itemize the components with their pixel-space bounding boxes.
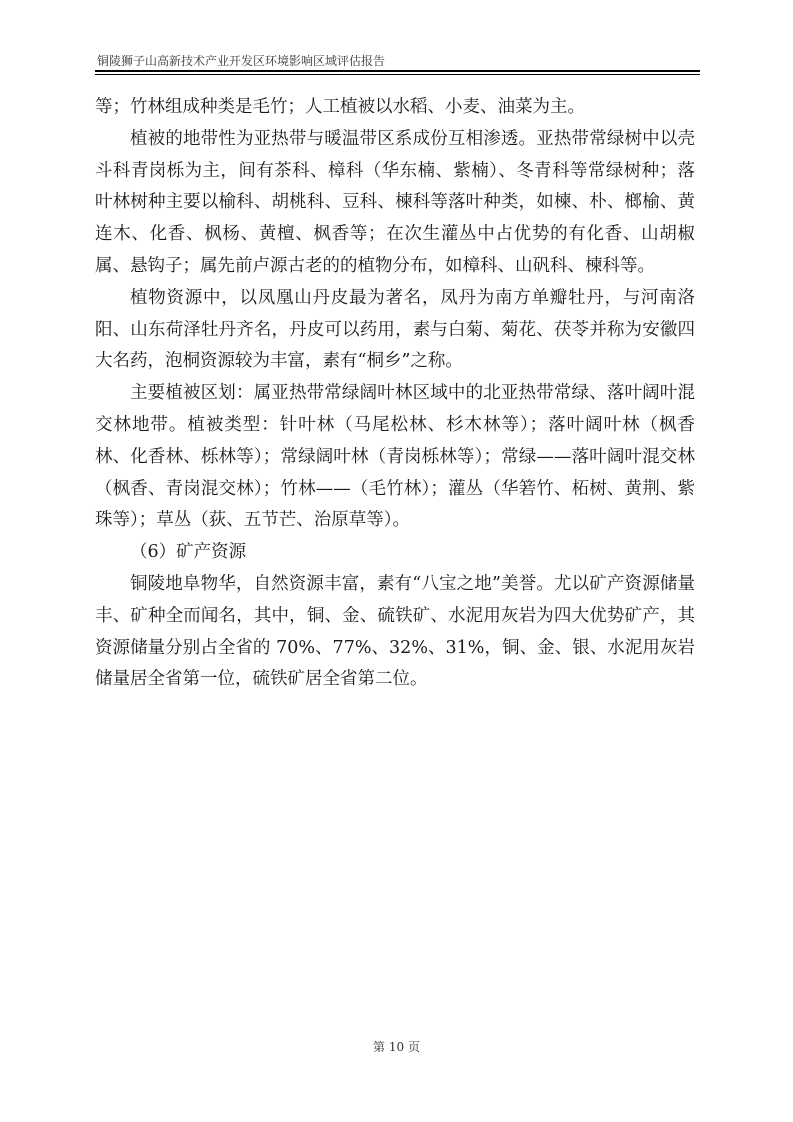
paragraph-vegetation-zonality: 植被的地带性为亚热带与暖温带区系成份互相渗透。亚热带常绿树中以壳斗科青岗栎为主，间有茶科、樟科（华东楠、紫楠）、冬青科等常绿树种；落叶林树种主要以榆科、胡桃科、豆科、楝科等落叶种类，如楝、朴、榔榆、黄连木、化香、枫杨、黄檀、枫香等；在次生灌丛中占优势的有化香、山胡椒属、悬钩子；属先前卢源古老的的植物分布，如樟科、山矾科、楝科等。: [95, 128, 695, 276]
section-heading-mineral-resources: （6）矿产资源: [130, 542, 247, 563]
document-body: [95, 92, 695, 696]
paragraph-plant-resources: 植物资源中，以凤凰山丹皮最为著名，凤丹为南方单瓣牡丹，与河南洛阳、山东荷泽牡丹齐名，丹皮可以药用，素与白菊、菊花、茯苓并称为安徽四大名药，泡桐资源较为丰富，素有“桐乡”之称。: [95, 287, 695, 372]
page-number: 第 10 页: [373, 1040, 420, 1054]
header-rule-thick: [95, 70, 700, 72]
running-header: 铜陵狮子山高新技术产业开发区环境影响区域评估报告: [97, 54, 386, 68]
paragraph-vegetation-zoning: 主要植被区划：属亚热带常绿阔叶林区域中的北亚热带常绿、落叶阔叶混交林地带。植被类型：针叶林（马尾松林、杉木林等）；落叶阔叶林（枫香林、化香林、栎林等）；常绿阔叶林（青岗栎林等）；常绿——落叶阔叶混交林（枫香、青岗混交林）；竹林——（毛竹林）；灌丛（华箬竹、柘树、黄荆、紫珠等）；草丛（荻、五节芒、治原草等）。: [95, 383, 695, 531]
paragraph-mineral-resources: 铜陵地阜物华，自然资源丰富，素有“八宝之地”美誉。尤以矿产资源储量丰、矿种全而闻名，其中，铜、金、硫铁矿、水泥用灰岩为四大优势矿产，其资源储量分别占全省的 70%、77%、32%、31%，铜、金、银、水泥用灰岩储量居全省第一位，硫铁矿居全省第二位。: [95, 573, 695, 690]
header-rule-thin: [95, 74, 700, 75]
paragraph-continuation: 等；竹林组成种类是毛竹；人工植被以水稻、小麦、油菜为主。: [95, 97, 585, 117]
